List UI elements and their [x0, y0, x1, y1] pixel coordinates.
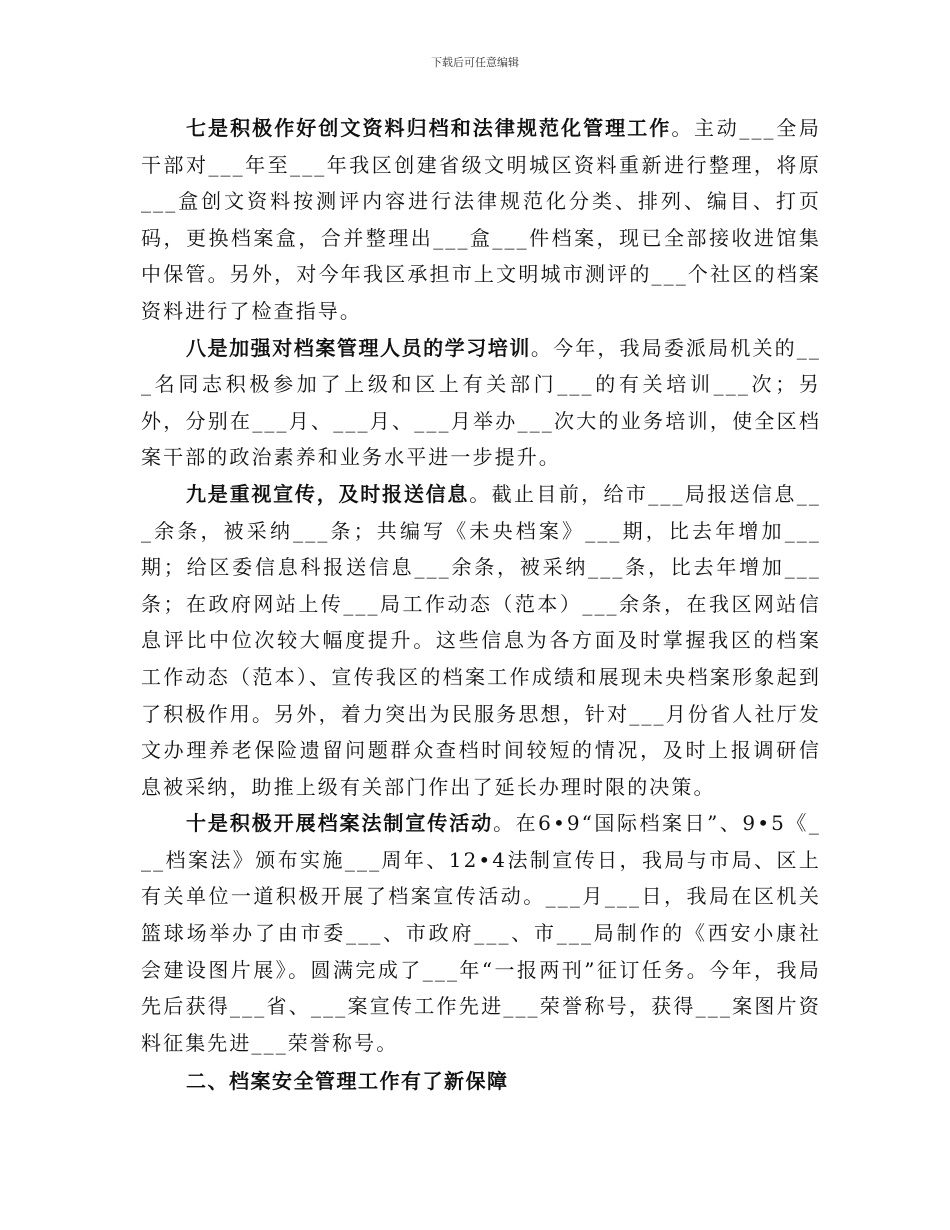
document-body — [141, 110, 821, 1100]
paragraph-text: 。主动___全局干部对___年至___年我区创建省级文明城区资料重新进行整理，将原___盒创文资料按测评内容进行法律规范化分类、排列、编目、打页码，更换档案盒，合并整理出___盒___件档案，现已全部接收进馆集中保管。另外，对今年我区承担市上文明城市测评的___个社区的档案资料进行了检查指导。 — [141, 116, 821, 323]
paragraph-text: 。今年，我局委派局机关的___名同志积极参加了上级和区上有关部门___的有关培训___次；另外，分别在___月、___月、___月举办___次大的业务培训，使全区档案干部的政治素养和业务水平进一步提升。 — [141, 335, 822, 470]
paragraph-lead: 十是积极开展档案法制宣传活动 — [186, 811, 494, 836]
paragraph-lead: 八是加强对档案管理人员的学习培训 — [186, 335, 531, 360]
paragraph-7 — [141, 110, 821, 330]
paragraph-lead: 九是重视宣传，及时报送信息 — [186, 481, 470, 506]
paragraph-9 — [141, 476, 821, 805]
paragraph-10 — [141, 805, 821, 1061]
paragraph-lead: 七是积极作好创文资料归档和法律规范化管理工作 — [186, 116, 672, 140]
paragraph-8 — [141, 330, 821, 476]
paragraph-text: 。截止目前，给市___局报送信息___余条，被采纳___条；共编写《未央档案》___期，比去年增加___期；给区委信息科报送信息___余条，被采纳___条，比去年增加___条；在政府网站上传___局工作动态（范本）___余条，在我区网站信息评比中位次较大幅度提升。这些信息为各方面及时掌握我区的档案工作动态（范本）、宣传我区的档案工作成绩和展现未央档案形象起到了积极作用。另外，着力突出为民服务思想，针对___月份省人社厅发文办理养老保险遗留问题群众查档时间较短的情况，及时上报调研信息被采纳，助推上级有关部门作出了延长办理时限的决策。 — [141, 481, 821, 799]
paragraph-text: 。在6•9“国际档案日”、9•5《___档案法》颁布实施___周年、12•4法制宣传日，我局与市局、区上有关单位一道积极开展了档案宣传活动。___月___日，我局在区机关篮球场举办了由市委___、市政府___、市___局制作的《西安小康社会建设图片展》。圆满完成了___年“一报两刊”征订任务。今年，我局先后获得___省、___案宣传工作先进___荣誉称号，获得___案图片资料征集先进___荣誉称号。 — [141, 811, 821, 1055]
header-note: 下载后可任意编辑 — [431, 56, 519, 69]
section-heading: 二、档案安全管理工作有了新保障 — [186, 1069, 509, 1094]
